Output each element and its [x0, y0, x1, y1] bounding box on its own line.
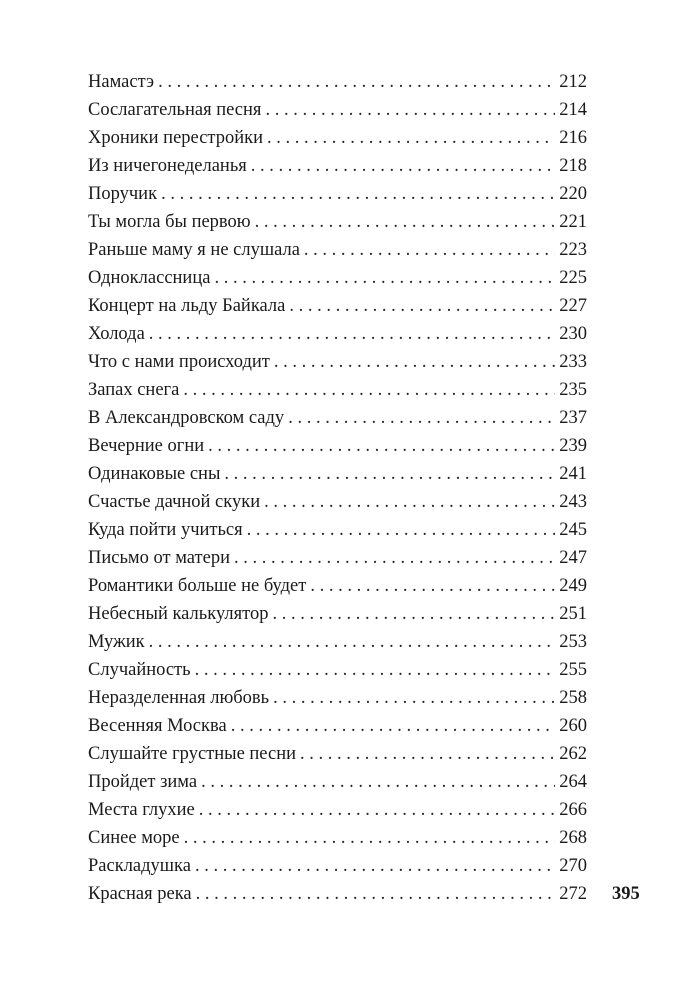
toc-entry-page: 212 [559, 72, 587, 92]
toc-entry-title: Запах снега [88, 380, 180, 400]
dot-leader [267, 124, 555, 152]
dot-leader [196, 880, 556, 908]
dot-leader [273, 684, 555, 712]
toc-entry [88, 600, 587, 628]
toc-entry-page: 266 [559, 800, 587, 820]
toc-entry-page: 245 [559, 520, 587, 540]
toc-entry-page: 262 [559, 744, 587, 764]
dot-leader [265, 96, 555, 124]
toc-entry-title: Что с нами происходит [88, 352, 270, 372]
toc-entry-title: Куда пойти учиться [88, 520, 243, 540]
toc-entry-page: 235 [559, 380, 587, 400]
toc-entry-page: 241 [559, 464, 587, 484]
dot-leader [224, 460, 555, 488]
toc-entry-title: Неразделенная любовь [88, 688, 270, 708]
toc-entry [88, 852, 587, 880]
dot-leader [289, 292, 555, 320]
page-number: 395 [612, 884, 640, 904]
toc-entry [88, 656, 587, 684]
toc-entry [88, 292, 587, 320]
toc-entry-page: 260 [559, 716, 587, 736]
toc-entry-page: 258 [559, 688, 587, 708]
dot-leader [264, 488, 555, 516]
toc-entry-page: 272 [559, 884, 587, 904]
toc-entry [88, 516, 587, 544]
toc-entry [88, 740, 587, 768]
toc-entry [88, 96, 587, 124]
dot-leader [274, 348, 555, 376]
dot-leader [183, 376, 555, 404]
toc-entry-title: Счастье дачной скуки [88, 492, 261, 512]
dot-leader [300, 740, 555, 768]
toc-entry-title: В Александровском саду [88, 408, 285, 428]
dot-leader [201, 768, 555, 796]
toc-entry [88, 208, 587, 236]
toc-entry-page: 251 [559, 604, 587, 624]
toc-entry-page: 270 [559, 856, 587, 876]
toc-entry-title: Сослагательная песня [88, 100, 262, 120]
dot-leader [272, 600, 555, 628]
toc-entry [88, 152, 587, 180]
toc-entry-title: Раньше маму я не слушала [88, 240, 300, 260]
dot-leader [251, 152, 555, 180]
dot-leader [208, 432, 555, 460]
table-of-contents [88, 68, 587, 908]
toc-entry-page: 243 [559, 492, 587, 512]
toc-entry [88, 712, 587, 740]
toc-entry [88, 544, 587, 572]
toc-entry-title: Синее море [88, 828, 180, 848]
toc-entry-title: Концерт на льду Байкала [88, 296, 286, 316]
dot-leader [214, 264, 555, 292]
dot-leader [149, 628, 556, 656]
toc-entry-title: Письмо от матери [88, 548, 230, 568]
dot-leader [149, 320, 555, 348]
toc-entry [88, 320, 587, 348]
toc-entry [88, 684, 587, 712]
toc-entry-page: 225 [559, 268, 587, 288]
toc-entry-page: 255 [559, 660, 587, 680]
dot-leader [161, 180, 555, 208]
toc-entry-page: 264 [559, 772, 587, 792]
toc-entry [88, 404, 587, 432]
toc-entry-title: Случайность [88, 660, 191, 680]
toc-entry-page: 218 [559, 156, 587, 176]
toc-entry [88, 124, 587, 152]
dot-leader [247, 516, 556, 544]
dot-leader [158, 68, 555, 96]
toc-entry-title: Мужик [88, 632, 145, 652]
toc-entry [88, 264, 587, 292]
toc-entry [88, 880, 587, 908]
dot-leader [234, 544, 555, 572]
toc-entry-title: Романтики больше не будет [88, 576, 307, 596]
toc-entry [88, 824, 587, 852]
dot-leader [310, 572, 555, 600]
toc-entry [88, 460, 587, 488]
toc-entry-page: 214 [559, 100, 587, 120]
toc-entry [88, 796, 587, 824]
toc-entry-title: Пройдет зима [88, 772, 198, 792]
toc-entry-title: Раскладушка [88, 856, 191, 876]
toc-entry-title: Небесный калькулятор [88, 604, 269, 624]
toc-entry-page: 247 [559, 548, 587, 568]
dot-leader [231, 712, 556, 740]
toc-entry-title: Хроники перестройки [88, 128, 264, 148]
toc-entry [88, 572, 587, 600]
toc-entry [88, 488, 587, 516]
dot-leader [288, 404, 555, 432]
toc-entry-page: 227 [559, 296, 587, 316]
toc-entry-title: Из ничегонеделанья [88, 156, 247, 176]
toc-entry-title: Вечерние огни [88, 436, 205, 456]
toc-entry [88, 376, 587, 404]
toc-entry [88, 432, 587, 460]
toc-entry-title: Ты могла бы первою [88, 212, 251, 232]
dot-leader [195, 656, 556, 684]
toc-entry-title: Красная река [88, 884, 192, 904]
toc-entry-page: 253 [559, 632, 587, 652]
toc-entry [88, 628, 587, 656]
dot-leader [184, 824, 556, 852]
toc-entry-title: Поручик [88, 184, 158, 204]
toc-entry-title: Холода [88, 324, 145, 344]
toc-entry-title: Весенняя Москва [88, 716, 227, 736]
toc-entry-title: Одноклассница [88, 268, 211, 288]
toc-entry [88, 348, 587, 376]
toc-entry-page: 230 [559, 324, 587, 344]
toc-entry-page: 220 [559, 184, 587, 204]
toc-entry-title: Места глухие [88, 800, 195, 820]
toc-entry [88, 68, 587, 96]
toc-entry-page: 237 [559, 408, 587, 428]
toc-entry-page: 239 [559, 436, 587, 456]
toc-entry-page: 268 [559, 828, 587, 848]
toc-entry-title: Намастэ [88, 72, 155, 92]
toc-entry [88, 180, 587, 208]
toc-entry [88, 768, 587, 796]
toc-entry-page: 216 [559, 128, 587, 148]
dot-leader [304, 236, 555, 264]
dot-leader [199, 796, 556, 824]
toc-entry-title: Одинаковые сны [88, 464, 221, 484]
toc-entry [88, 236, 587, 264]
toc-entry-page: 233 [559, 352, 587, 372]
dot-leader [255, 208, 556, 236]
dot-leader [195, 852, 555, 880]
toc-entry-page: 221 [559, 212, 587, 232]
toc-entry-page: 249 [559, 576, 587, 596]
toc-entry-title: Слушайте грустные песни [88, 744, 296, 764]
toc-entry-page: 223 [559, 240, 587, 260]
